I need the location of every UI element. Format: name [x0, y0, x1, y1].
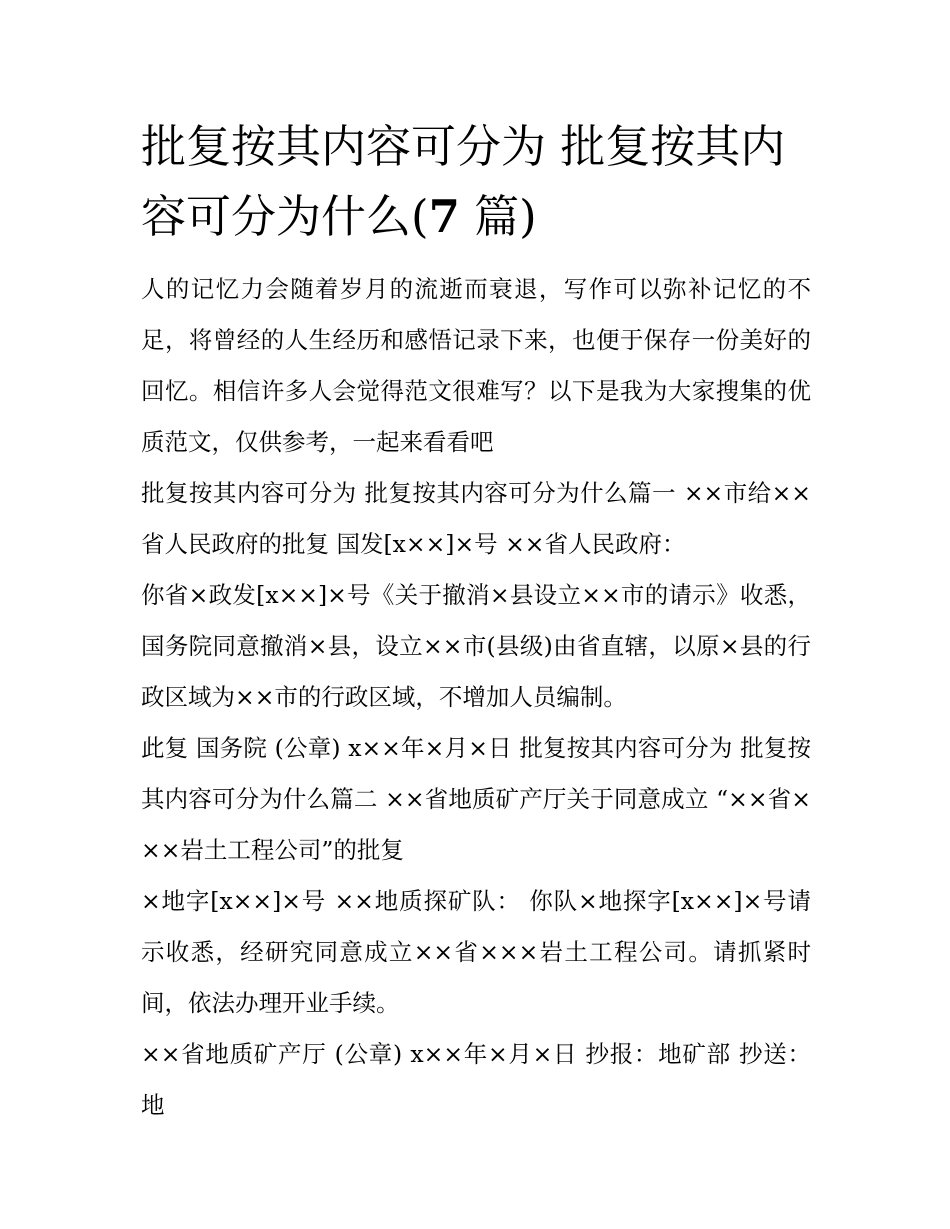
paragraph-reply-2-heading: 此复 国务院 (公章) x××年×月×日 批复按其内容可分为 批复按其内容可分为什么篇二 ××省地质矿产厅关于同意成立 “××省×××岩土工程公司”的批复: [141, 734, 811, 864]
title-suffix: 篇): [459, 190, 537, 243]
paragraph-reply-1-heading: 批复按其内容可分为 批复按其内容可分为什么篇一 ××市给××省人民政府的批复 国发[x××]×号 ××省人民政府：: [141, 479, 811, 558]
title-count: 7: [428, 190, 460, 243]
paragraph-reply-2-footer: ××省地质矿产厅 (公章) x××年×月×日 抄报：地矿部 抄送：地: [141, 1040, 811, 1119]
paragraph-reply-2-body: ×地字[x××]×号 ××地质探矿队： 你队×地探字[x××]×号请示收悉，经研究同意成立××省×××岩土工程公司。请抓紧时间，依法办理开业手续。: [141, 887, 811, 1017]
document-title: [141, 112, 811, 252]
paragraph-intro: 人的记忆力会随着岁月的流逝而衰退，写作可以弥补记忆的不足，将曾经的人生经历和感悟记录下来，也便于保存一份美好的回忆。相信许多人会觉得范文很难写？以下是我为大家搜集的优质范文，仅供参考，一起来看看吧: [141, 275, 811, 456]
title-prefix: 批复按其内容可分为 批复按其内容可分为什么(: [141, 120, 786, 243]
paragraph-reply-1-body: 你省×政发[x××]×号《关于撤消×县设立××市的请示》收悉，国务院同意撤消×县，设立××市(县级)由省直辖，以原×县的行政区域为××市的行政区域，不增加人员编制。: [141, 581, 811, 711]
document-body: [141, 112, 811, 1131]
